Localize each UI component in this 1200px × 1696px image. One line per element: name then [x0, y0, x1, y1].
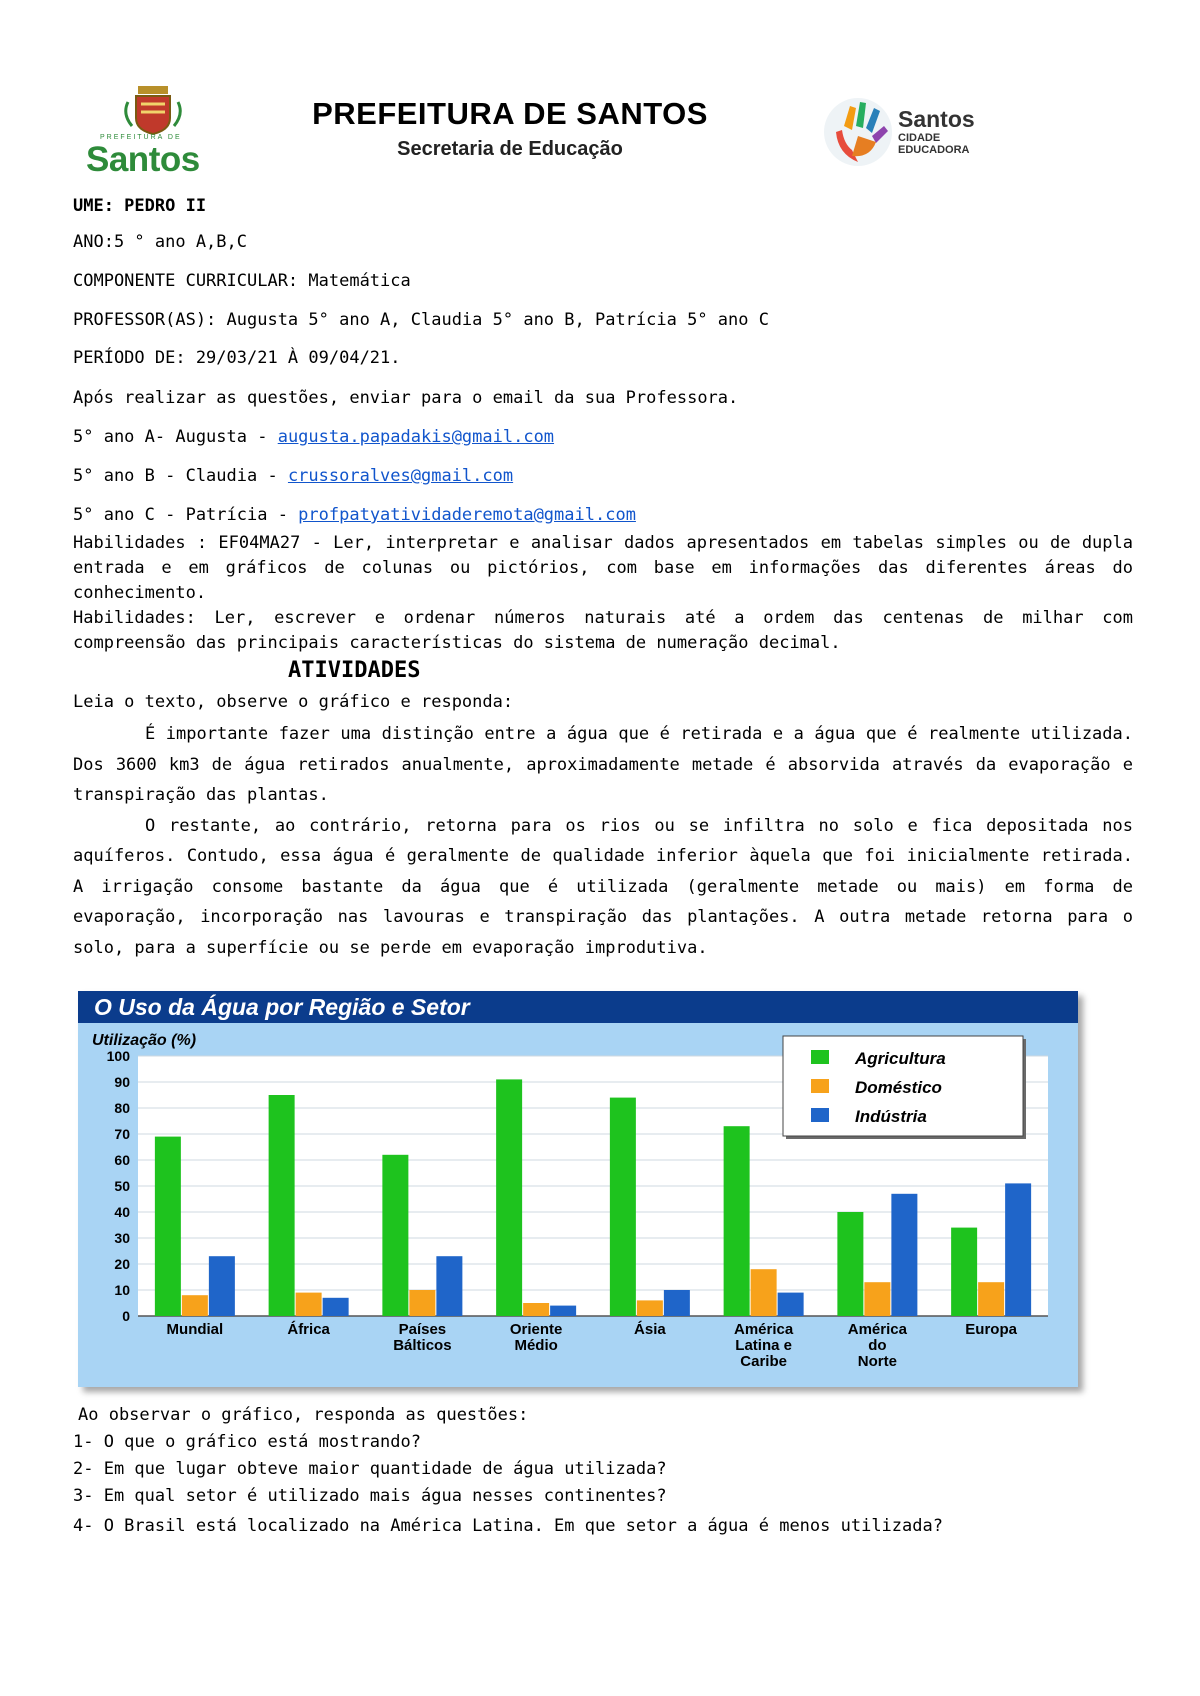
y-tick-label: 70: [114, 1126, 130, 1142]
bar-agricultura: [269, 1095, 295, 1316]
page-title: PREFEITURA DE SANTOS: [312, 96, 708, 131]
bar-agricultura: [155, 1137, 181, 1316]
left-logo-text: Santos: [86, 140, 200, 179]
bar-doméstico: [751, 1269, 777, 1316]
bar-indústria: [664, 1290, 690, 1316]
right-logo-sub2: EDUCADORA: [898, 144, 970, 156]
water-use-chart: [78, 991, 1078, 1387]
y-tick-label: 30: [114, 1230, 130, 1246]
x-category-label: Europa: [965, 1321, 1017, 1338]
bar-indústria: [209, 1256, 235, 1316]
x-category-label: Bálticos: [393, 1337, 452, 1354]
y-tick-label: 60: [114, 1152, 130, 1168]
right-logo-title: Santos: [898, 106, 975, 132]
bar-indústria: [323, 1298, 349, 1316]
x-category-label: do: [868, 1337, 887, 1354]
colorful-hands-icon: [822, 96, 894, 168]
contact-label: 5° ano A- Augusta -: [73, 427, 278, 447]
ano-line: ANO:5 ° ano A,B,C: [73, 232, 247, 252]
bar-agricultura: [951, 1228, 977, 1316]
right-logo-subtitle: [898, 132, 970, 156]
bar-doméstico: [182, 1295, 208, 1316]
y-tick-label: 20: [114, 1256, 130, 1272]
bar-doméstico: [523, 1303, 549, 1316]
bar-indústria: [891, 1194, 917, 1316]
text-paragraph-1: É importante fazer uma distinção entre a água que é retirada e a água que é realmente utilizada. Dos 3600 km3 de água retirados anualmente, aproximadamente metade é absorvida através da evaporação e transpiração das plantas.: [73, 724, 1133, 805]
ume-line: UME: PEDRO II: [73, 196, 207, 216]
legend-swatch: [811, 1079, 829, 1093]
x-category-label: Latina e: [735, 1337, 792, 1354]
habilidade-2: Habilidades: Ler, escrever e ordenar números naturais até a ordem das centenas de milhar com compreensão das principais características do sistema de numeração decimal.: [73, 608, 1133, 653]
question-4: 4- O Brasil está localizado na América Latina. Em que setor a água é menos utilizada?: [73, 1516, 943, 1536]
right-logo-sub1: CIDADE: [898, 132, 941, 144]
legend-label: Agricultura: [855, 1049, 946, 1068]
atividades-heading: ATIVIDADES: [288, 658, 421, 683]
instruction-line: Leia o texto, observe o gráfico e responda:: [73, 692, 514, 712]
professores-line: PROFESSOR(AS): Augusta 5° ano A, Claudia 5° ano B, Patrícia 5° ano C: [73, 310, 769, 330]
bar-doméstico: [978, 1282, 1004, 1316]
bar-agricultura: [382, 1155, 408, 1316]
x-category-label: Países: [398, 1321, 447, 1338]
x-category-label: Médio: [514, 1337, 558, 1354]
y-tick-label: 100: [106, 1048, 130, 1064]
contact-label: 5° ano B - Claudia -: [73, 466, 288, 486]
bar-agricultura: [837, 1212, 863, 1316]
habilidade-1: Habilidades : EF04MA27 - Ler, interpretar e analisar dados apresentados em tabelas simples ou de dupla entrada e em gráficos de colunas ou pictórios, com base em informações das diferentes áreas do conhecimento.: [73, 533, 1133, 603]
y-tick-label: 90: [114, 1074, 130, 1090]
bar-indústria: [1005, 1183, 1031, 1316]
city-crest-icon: [78, 82, 228, 142]
legend-label: Indústria: [855, 1107, 927, 1126]
x-category-label: África: [287, 1321, 330, 1338]
bar-doméstico: [864, 1282, 890, 1316]
chart-title: O Uso da Água por Região e Setor: [94, 994, 470, 1020]
bar-agricultura: [496, 1079, 522, 1316]
periodo-line: PERÍODO DE: 29/03/21 À 09/04/21.: [73, 348, 401, 368]
y-tick-label: 40: [114, 1204, 130, 1220]
text-paragraph-2: O restante, ao contrário, retorna para os rios ou se infiltra no solo e fica depositada nos aquíferos. Contudo, essa água é geralmente de qualidade inferior àquela que foi inicialmente retirada. A irrigação consome bastante da água que é utilizada (geralmente metade ou mais) em forma de evaporação, incorporação nas lavouras e transpiração das plantações. A outra metade retorna para o solo, para a superfície ou se perde em evaporação improdutiva.: [73, 815, 1133, 958]
bar-doméstico: [296, 1293, 322, 1316]
left-logo-small-text: PREFEITURA DE: [100, 134, 182, 141]
legend-swatch: [811, 1108, 829, 1122]
legend-swatch: [811, 1050, 829, 1064]
reading-text: [73, 719, 1133, 963]
email-link[interactable]: crussoralves@gmail.com: [287, 466, 514, 486]
bar-indústria: [778, 1293, 804, 1316]
y-tick-label: 80: [114, 1100, 130, 1116]
x-category-label: América: [847, 1321, 907, 1338]
bar-indústria: [436, 1256, 462, 1316]
email-link[interactable]: augusta.papadakis@gmail.com: [277, 427, 555, 447]
chart-ylabel: Utilização (%): [92, 1032, 197, 1049]
questions-intro: Ao observar o gráfico, responda as questões:: [78, 1405, 529, 1425]
contact-b: [73, 466, 513, 486]
contact-c: [73, 505, 636, 525]
chart-svg: [78, 991, 1078, 1387]
question-2: 2- Em que lugar obteve maior quantidade de água utilizada?: [73, 1459, 667, 1479]
contact-a: [73, 427, 554, 447]
x-category-label: Norte: [857, 1353, 897, 1370]
habilidades-block: [73, 531, 1133, 656]
x-category-label: Caribe: [740, 1353, 787, 1370]
instrucao-line: Após realizar as questões, enviar para o email da sua Professora.: [73, 388, 739, 408]
page-subtitle: Secretaria de Educação: [397, 138, 623, 160]
bar-agricultura: [610, 1098, 636, 1316]
bar-doméstico: [637, 1300, 663, 1316]
legend-label: Doméstico: [855, 1078, 942, 1097]
y-tick-label: 0: [122, 1308, 130, 1324]
bar-doméstico: [409, 1290, 435, 1316]
x-category-label: Oriente: [509, 1321, 563, 1338]
x-category-label: América: [734, 1321, 794, 1338]
question-1: 1- O que o gráfico está mostrando?: [73, 1432, 421, 1452]
componente-line: COMPONENTE CURRICULAR: Matemática: [73, 271, 411, 291]
y-tick-label: 10: [114, 1282, 130, 1298]
question-3: 3- Em qual setor é utilizado mais água nesses continentes?: [73, 1486, 667, 1506]
bar-agricultura: [724, 1126, 750, 1316]
x-category-label: Ásia: [634, 1321, 666, 1338]
x-category-label: Mundial: [166, 1321, 224, 1338]
contact-label: 5° ano C - Patrícia -: [73, 505, 299, 525]
bar-indústria: [550, 1306, 576, 1316]
y-tick-label: 50: [114, 1178, 130, 1194]
email-link[interactable]: profpatyatividaderemota@gmail.com: [298, 505, 636, 525]
